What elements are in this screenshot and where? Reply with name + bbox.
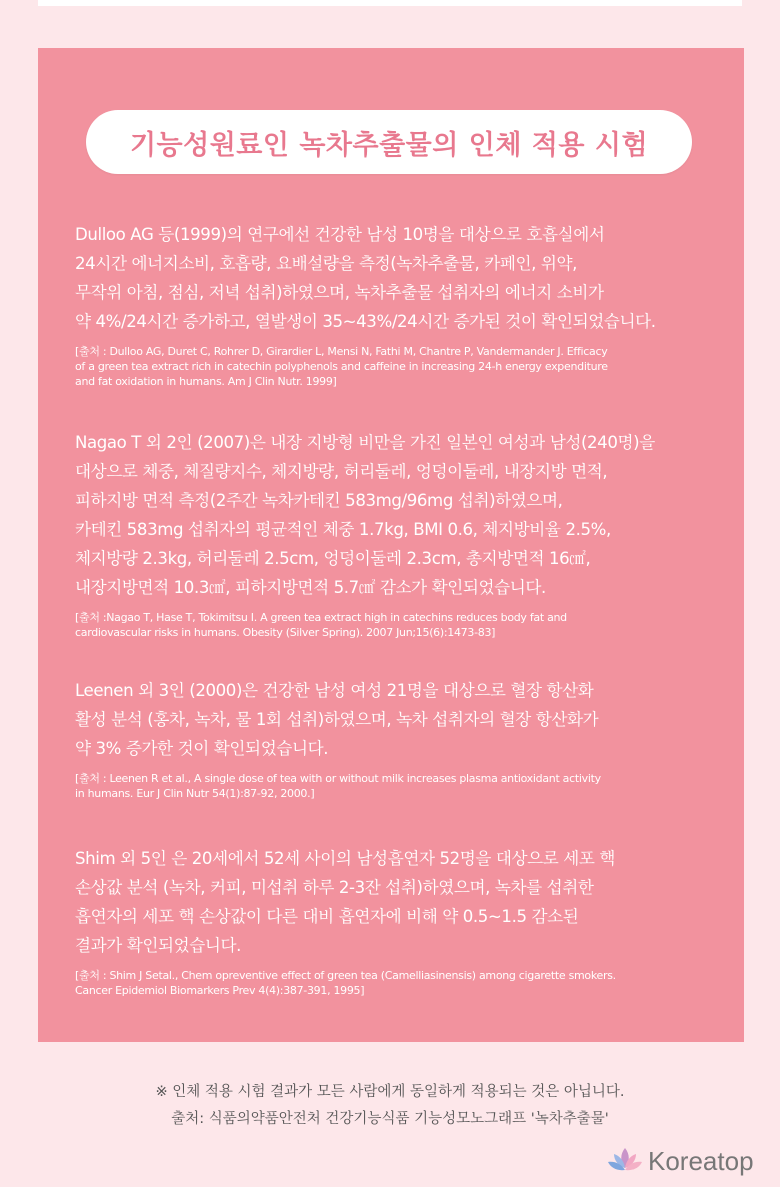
- top-divider: [38, 0, 742, 6]
- study-text: Shim 외 5인 은 20세에서 52세 사이의 남성흡연자 52명을 대상으로 세포 핵 손상값 분석 (녹차, 커피, 미섭취 하루 2-3잔 섭취)하였으며, 녹차를 섭취한 흡연자의 세포 핵 손상값이 다른 대비 흡연자에 비해 약 0.5~1.5 감소된 결과가 확인되었습니다.: [75, 849, 616, 955]
- study-shim: [75, 844, 715, 998]
- study-leenen: [75, 676, 715, 801]
- lotus-icon: [606, 1144, 644, 1178]
- study-source: [출처 : Dulloo AG, Duret C, Rohrer D, Girardier L, Mensi N, Fathi M, Chantre P, Vandermander J. Efficacy of a green tea extract rich in catechin polyphenols and caffeine in increasing 24-h energy expenditure and fat oxidation in humans. Am J Clin Nutr. 1999]: [75, 345, 608, 388]
- brand-logo: [606, 1141, 776, 1181]
- study-panel: [38, 48, 744, 1042]
- study-text: Leenen 외 3인 (2000)은 건강한 남성 여성 21명을 대상으로 혈장 항산화 활성 분석 (홍차, 녹차, 물 1회 섭취)하였으며, 녹차 섭취자의 혈장 항산화가 약 3% 증가한 것이 확인되었습니다.: [75, 681, 599, 758]
- disclaimer-note: ※ 인체 적용 시험 결과가 모든 사람에게 동일하게 적용되는 것은 아닙니다.: [155, 1084, 625, 1100]
- title-badge: [86, 110, 692, 174]
- study-nagao: [75, 428, 715, 640]
- study-source: [출처 : Leenen R et al., A single dose of tea with or without milk increases plasma antioxidant activity in humans. Eur J Clin Nutr 54(1):87-92, 2000.]: [75, 772, 601, 800]
- study-source: [출처 :Nagao T, Hase T, Tokimitsu I. A green tea extract high in catechins reduces body fat and cardiovascular risks in humans. Obesity (Silver Spring). 2007 Jun;15(6):1473-83]: [75, 611, 567, 639]
- study-text: Nagao T 외 2인 (2007)은 내장 지방형 비만을 가진 일본인 여성과 남성(240명)을 대상으로 체중, 체질량지수, 체지방량, 허리둘레, 엉덩이둘레, 내장지방 면적, 피하지방 면적 측정(2주간 녹차카테킨 583mg/96mg 섭취)하였으며, 카테킨 583mg 섭취자의 평균적인 체중 1.7kg, BMI 0.6, 체지방비율 2.5%, 체지방량 2.3kg, 허리둘레 2.5cm, 엉덩이둘레 2.3cm, 총지방면적 16㎠, 내장지방면적 10.3㎠, 피하지방면적 5.7㎠ 감소가 확인되었습니다.: [75, 433, 655, 597]
- footer-source: 출처: 식품의약품안전처 건강기능식품 기능성모노그래프 '녹차추출물': [171, 1111, 609, 1127]
- page-title: 기능성원료인 녹차추출물의 인체 적용 시험: [129, 129, 649, 161]
- study-source: [출처 : Shim J Setal., Chem opreventive effect of green tea (Camelliasinensis) among cigarette smokers. Cancer Epidemiol Biomarkers Prev 4(4):387-391, 1995]: [75, 969, 616, 997]
- study-text: Dulloo AG 등(1999)의 연구에선 건강한 남성 10명을 대상으로 호흡실에서 24시간 에너지소비, 호흡량, 요배설량을 측정(녹차추출물, 카페인, 위약, 무작위 아침, 점심, 저녁 섭취)하였으며, 녹차추출물 섭취자의 에너지 소비가 약 4%/24시간 증가하고, 열발생이 35~43%/24시간 증가된 것이 확인되었습니다.: [75, 225, 656, 331]
- footer-notes: [0, 1079, 780, 1133]
- study-dulloo: [75, 220, 715, 389]
- brand-name: Koreatop: [648, 1145, 754, 1176]
